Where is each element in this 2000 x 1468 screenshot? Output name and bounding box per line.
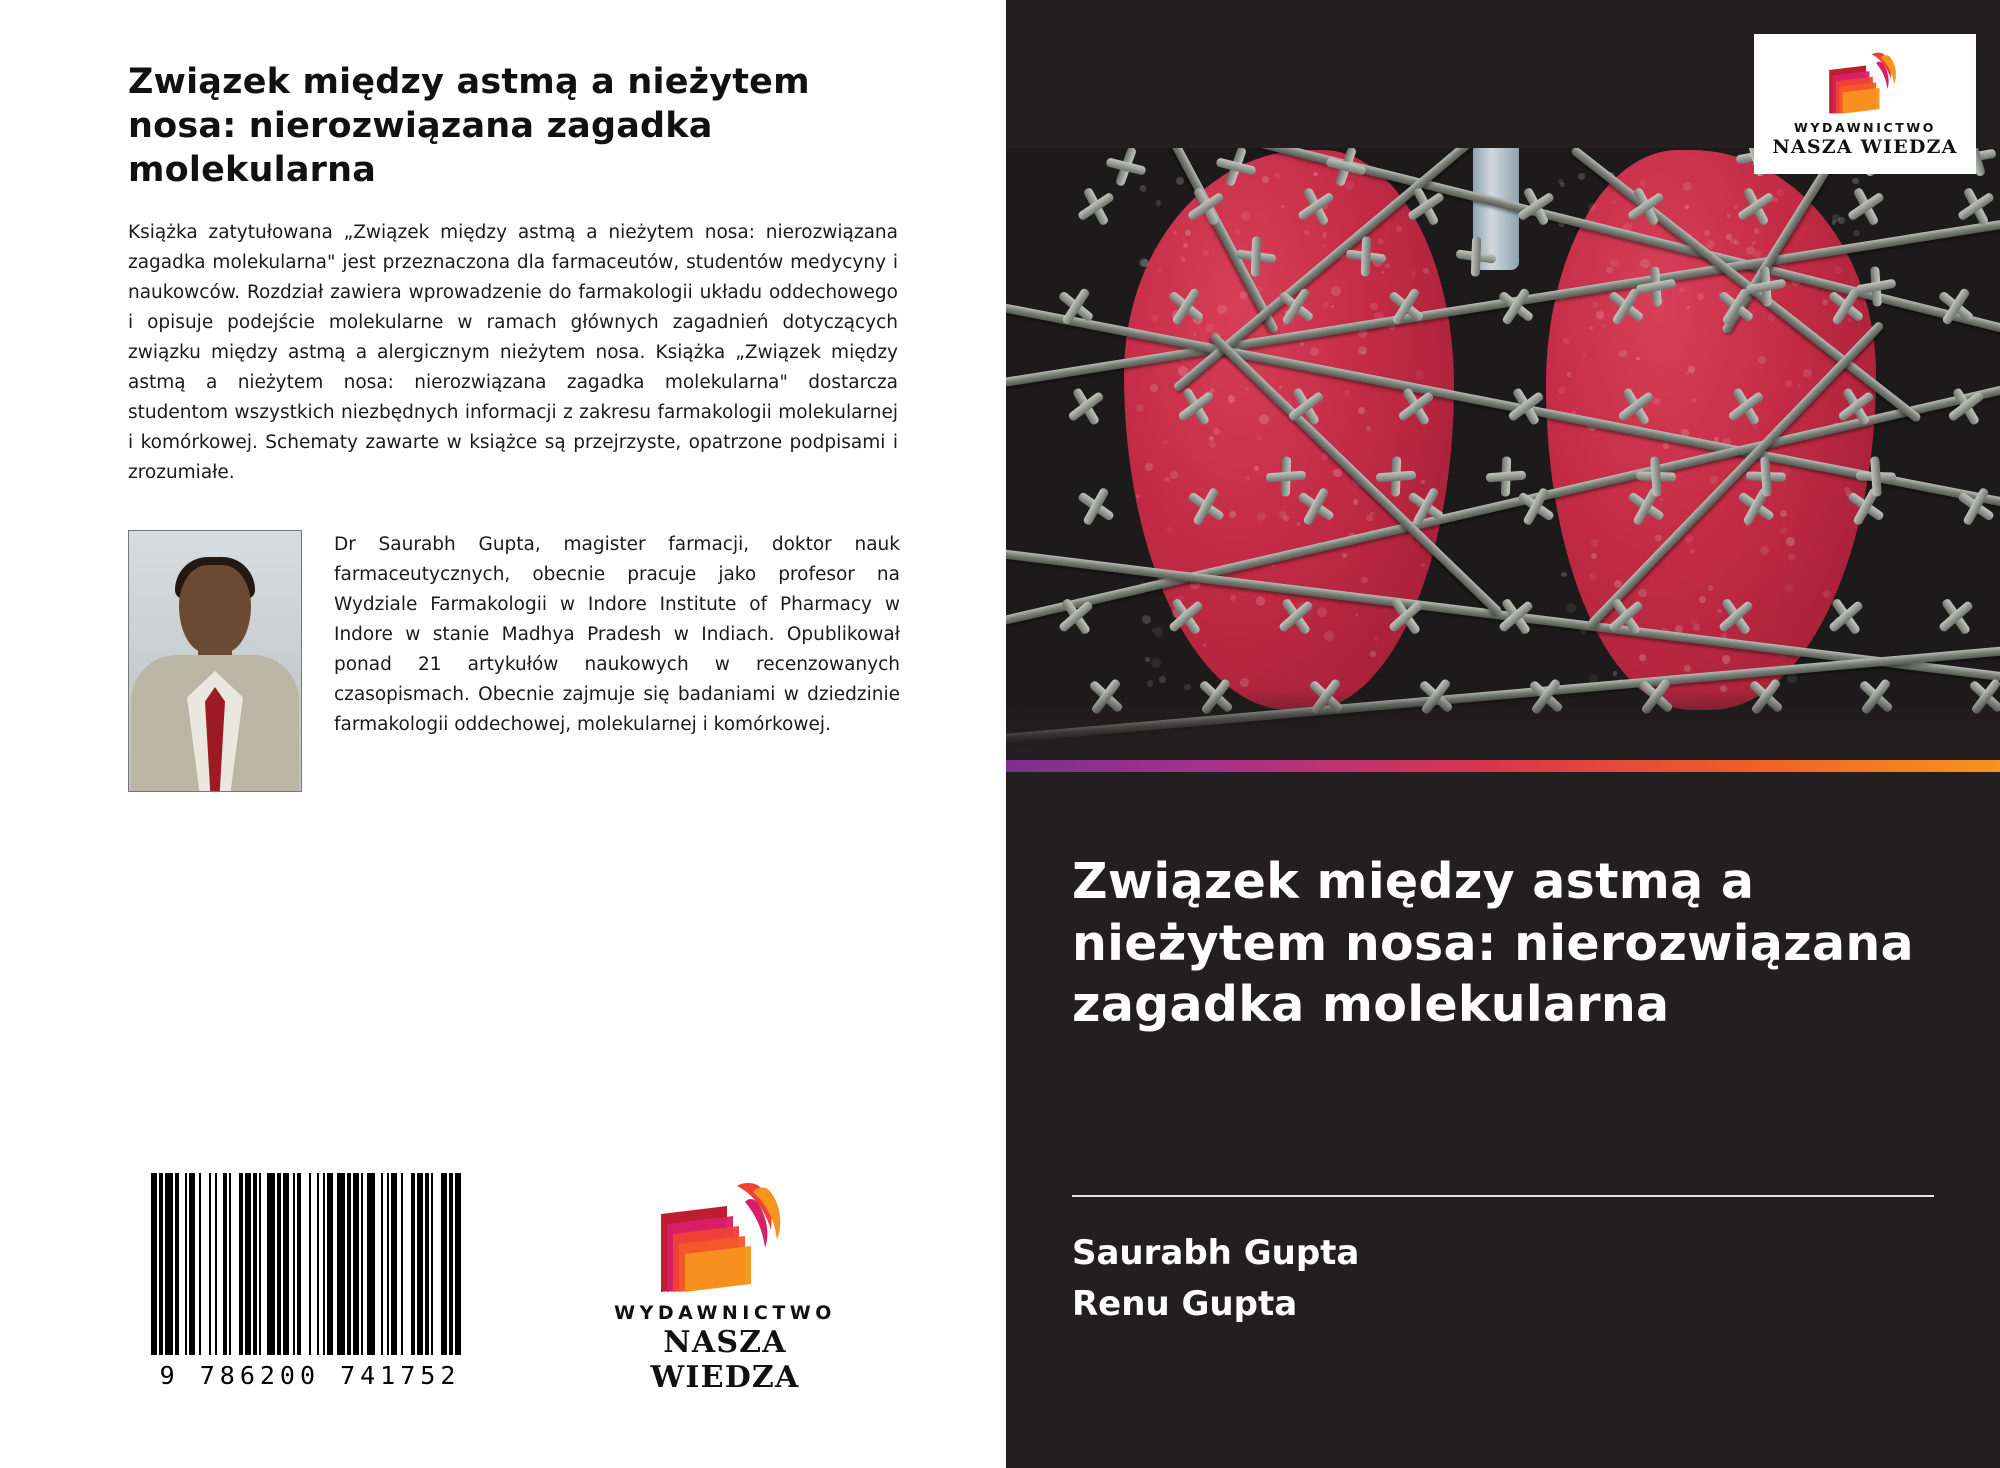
barcode-bars [151,1173,469,1355]
publisher-name-line2: NASZA WIEDZA [650,1325,800,1395]
accent-color-strip [1006,760,2000,772]
avatar [128,530,302,792]
artwork-fade [1006,690,2000,760]
book-pages-flame-icon [641,1180,809,1298]
publisher-name-line1: WYDAWNICTWO [1794,119,1936,135]
back-cover-text-block [128,60,898,488]
book-pages-flame-icon [1817,51,1913,117]
page-title: Związek między astmą a nieżytem nosa: nierozwiązana zagadka molekularna [1072,852,1914,1034]
divider [1072,1195,1934,1197]
publisher-logo-front [1754,34,1976,174]
back-cover-title: Związek między astmą a nieżytem nosa: nierozwiązana zagadka molekularna [128,62,810,191]
author-name: Saurabh Gupta [1072,1233,1360,1273]
barcode-number: 9 786200 741752 [159,1361,461,1390]
publisher-name-line2: NASZA WIEDZA [1772,135,1958,158]
back-cover-blurb: Książka zatytułowana „Związek między astmą a nieżytem nosa: nierozwiązana zagadka molekularna" jest przeznaczona dla farmaceutów, studentów medycyny i naukowców. Rozdział zawiera wprowadzenie do farmakologii układu oddechowego i opisuje podejście molekularne w ramach głównych zagadnień dotyczących związku między astmą a alergicznym nieżytem nosa. Książka „Związek między astmą a nieżytem nosa: nierozwiązana zagadka molekularna" dostarcza studentom wszystkich niezbędnych informacji z zakresu farmakologii molekularnej i komórkowej. Schematy zawarte w książce są przejrzyste, opatrzone podpisami i zrozumiałe. [128,222,898,484]
author-list [1072,1228,1359,1330]
author-name: Renu Gupta [1072,1284,1298,1324]
publisher-logo-back [600,1180,850,1395]
publisher-name-line1: WYDAWNICTWO [614,1302,836,1324]
isbn-barcode [135,1158,485,1406]
author-bio: Dr Saurabh Gupta, magister farmacji, doktor nauk farmaceutycznych, obecnie pracuje jako profesor na Wydziale Farmakologii w Indore Institute of Pharmacy w Indore w stanie Madhya Pradesh w Indiach. Opublikował ponad 21 artykułów naukowych w recenzowanych czasopismach. Obecnie zajmuje się badaniami w dziedzinie farmakologii oddechowej, molekularnej i komórkowej. [334,534,900,735]
front-cover [1006,0,2000,1468]
author-section [128,530,900,792]
